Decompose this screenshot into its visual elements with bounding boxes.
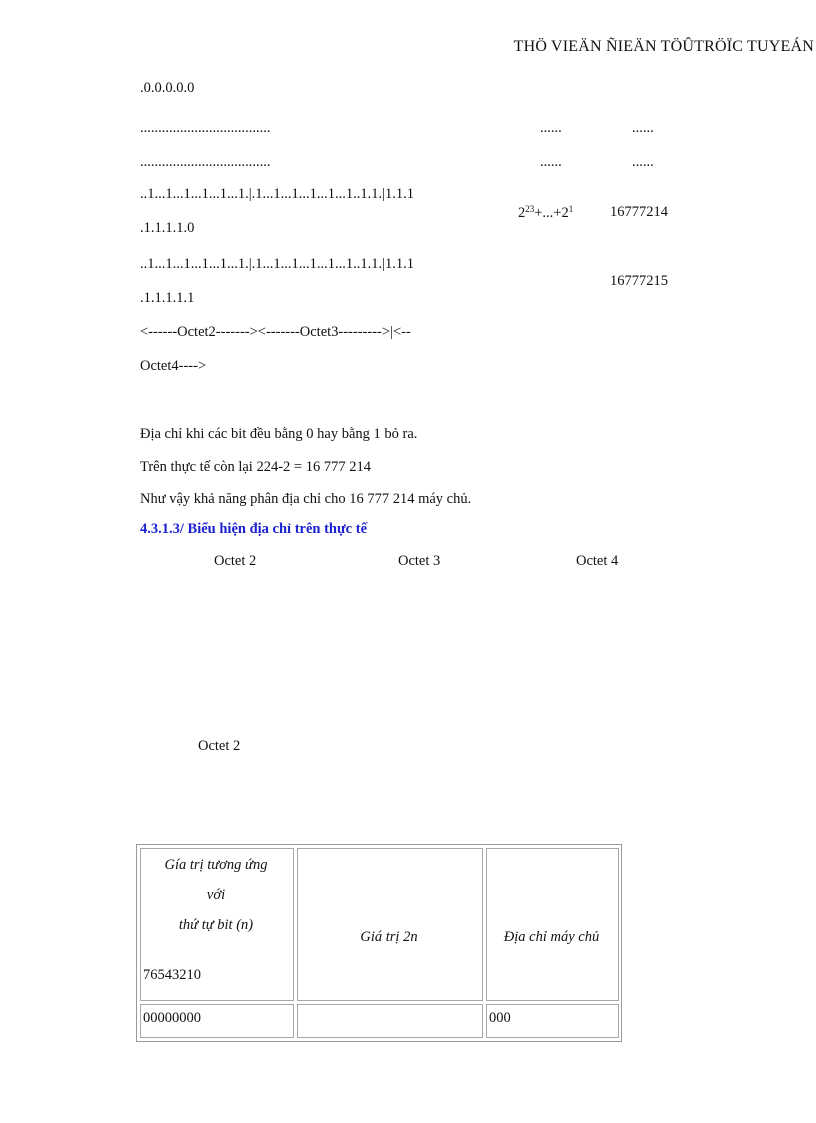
dot-row-right: ......	[632, 120, 654, 136]
octet-label: Octet 3	[398, 553, 441, 569]
power-exponent: 23	[525, 204, 535, 214]
ones-row-line: .1.1.1.1.0	[140, 220, 195, 236]
dot-row-mid: ......	[540, 154, 562, 170]
octet-arrows: <------Octet2-------><-------Octet3--------->|<--	[140, 324, 411, 340]
dot-row-right: ......	[632, 154, 654, 170]
header-line: Địa chỉ máy chủ	[503, 929, 600, 945]
table-cell	[297, 1004, 483, 1038]
dot-row-left: ....................................	[140, 120, 271, 136]
section-heading: 4.3.1.3/ Biểu hiện địa chỉ trên thực tế	[140, 521, 368, 537]
paragraph: Địa chỉ khi các bit đều bằng 0 hay bằng 1 bỏ ra.	[140, 426, 418, 442]
paragraph: Trên thực tế còn lại 224-2 = 16 777 214	[140, 459, 371, 475]
ones-row-line: .1.1.1.1.1	[140, 290, 195, 306]
paragraph: Như vậy khả năng phân địa chỉ cho 16 777 214 máy chủ.	[140, 491, 472, 507]
table-cell	[140, 1004, 294, 1038]
dot-row-mid: ......	[540, 120, 562, 136]
power-sum	[518, 204, 573, 222]
header-line: thứ tự bit (n)	[178, 917, 254, 933]
table-header-cell	[297, 848, 483, 1001]
page-header: THÖ VIEÄN ÑIEÄN TÖÛTRÖÏC TUYEÁN	[513, 38, 814, 55]
bit-order-label: 76543210	[143, 967, 201, 983]
dot-row-left: ....................................	[140, 154, 271, 170]
cell-text: 000	[489, 1010, 511, 1026]
power-mid: +...+2	[534, 205, 569, 221]
header-line: Giá trị 2n	[360, 929, 418, 945]
header-line: với	[206, 887, 226, 903]
octet-label: Octet 2	[198, 738, 241, 754]
table-header-cell	[140, 848, 294, 1001]
value-cell: 16777215	[610, 273, 668, 289]
zero-line: .0.0.0.0.0	[140, 80, 195, 96]
ones-row-line: ..1...1...1...1...1...1.|.1...1...1...1...1...1..1.1.|1.1.1	[140, 186, 415, 202]
header-line: Gía trị tương ứng	[164, 857, 268, 873]
octet-arrows: Octet4---->	[140, 358, 207, 374]
table-header-cell	[486, 848, 619, 1001]
bit-value-table	[136, 844, 622, 1042]
table-cell	[486, 1004, 619, 1038]
value-cell: 16777214	[610, 204, 668, 220]
cell-text: 00000000	[143, 1010, 201, 1026]
power-exponent: 1	[568, 204, 574, 214]
octet-label: Octet 4	[576, 553, 619, 569]
octet-label: Octet 2	[214, 553, 257, 569]
power-base: 2	[518, 205, 526, 221]
ones-row-line: ..1...1...1...1...1...1.|.1...1...1...1...1...1..1.1.|1.1.1	[140, 256, 415, 272]
